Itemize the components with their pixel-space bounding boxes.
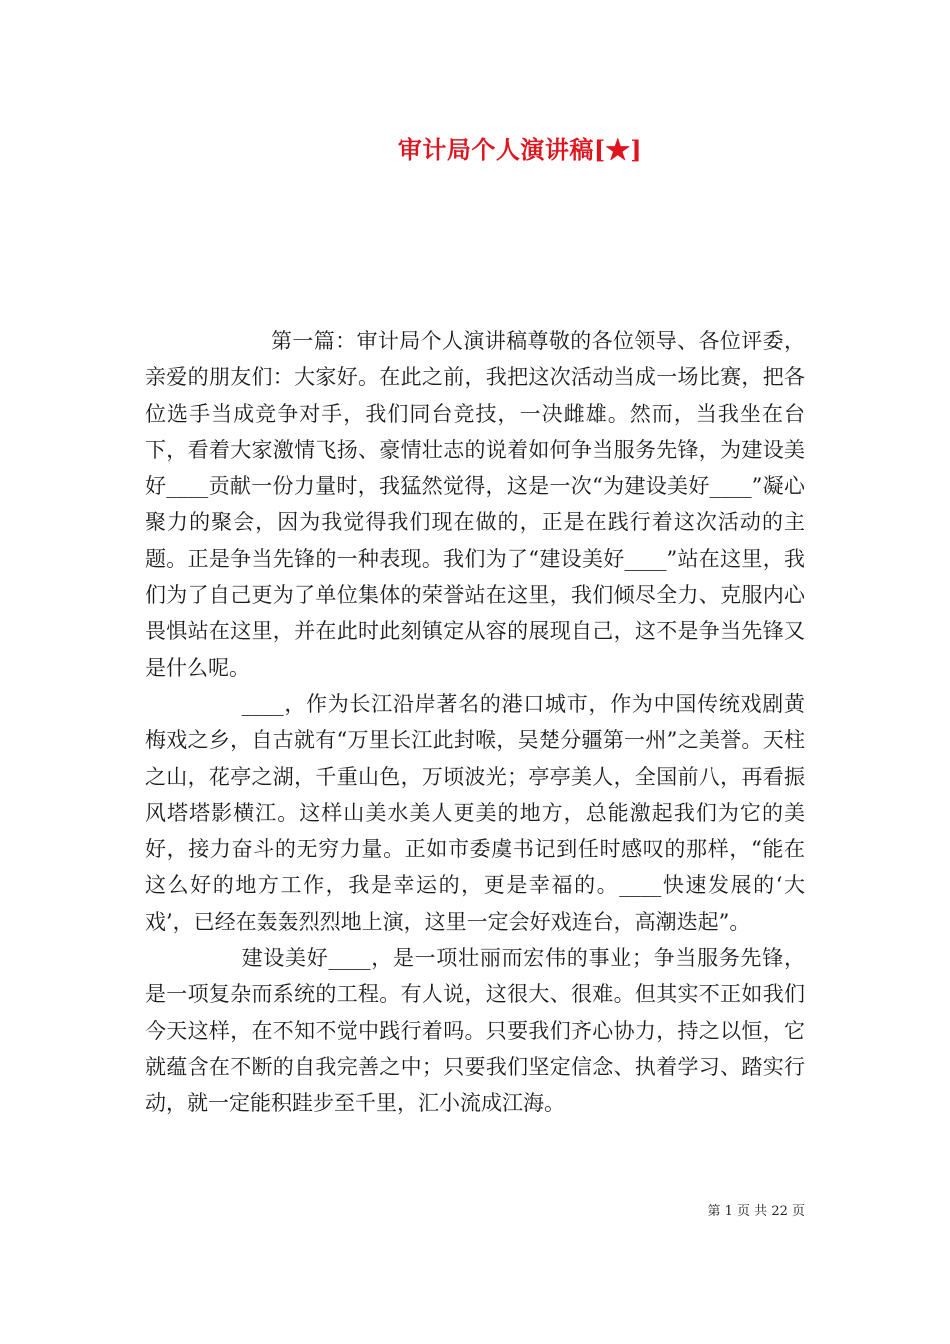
document-body: [145, 323, 805, 1122]
paragraph-2: ____，作为长江沿岸著名的港口城市，作为中国传统戏剧黄梅戏之乡，自古就有“万里长江此封喉，吴楚分疆第一州”之美誉。天柱之山，花亭之湖，千重山色，万顷波光；亭亭美人，全国前八，再看振风塔塔影横江。这样山美水美人更美的地方，总能激起我们为它的美好，接力奋斗的无穷力量。正如市委虞书记到任时感叹的那样，“能在这么好的地方工作，我是幸运的，更是幸福的。____快速发展的‘大戏’，已经在轰轰烈烈地上演，这里一定会好戏连台，高潮迭起”。: [145, 691, 805, 934]
paragraph-3: 建设美好____，是一项壮丽而宏伟的事业；争当服务先锋，是一项复杂而系统的工程。有人说，这很大、很难。但其实不正如我们今天这样，在不知不觉中践行着吗。只要我们齐心协力，持之以恒，它就蕴含在不断的自我完善之中；只要我们坚定信念、执着学习、踏实行动，就一定能积跬步至千里，汇小流成江海。: [145, 946, 805, 1116]
document-title: 审计局个人演讲稿[★]: [397, 135, 643, 164]
paragraph-1: 第一篇：审计局个人演讲稿尊敬的各位领导、各位评委，亲爱的朋友们：大家好。在此之前，我把这次活动当成一场比赛，把各位选手当成竞争对手，我们同台竞技，一决雌雄。然而，当我坐在台下，看着大家激情飞扬、豪情壮志的说着如何争当服务先锋，为建设美好____贡献一份力量时，我猛然觉得，这是一次“为建设美好____”凝心聚力的聚会，因为我觉得我们现在做的，正是在践行着这次活动的主题。正是争当先锋的一种表现。我们为了“建设美好____”站在这里，我们为了自己更为了单位集体的荣誉站在这里，我们倾尽全力、克服内心畏惧站在这里，并在此时此刻镇定从容的展现自己，这不是争当先锋又是什么呢。: [145, 329, 805, 680]
page-footer: 第 1 页 共 22 页: [707, 1204, 805, 1219]
